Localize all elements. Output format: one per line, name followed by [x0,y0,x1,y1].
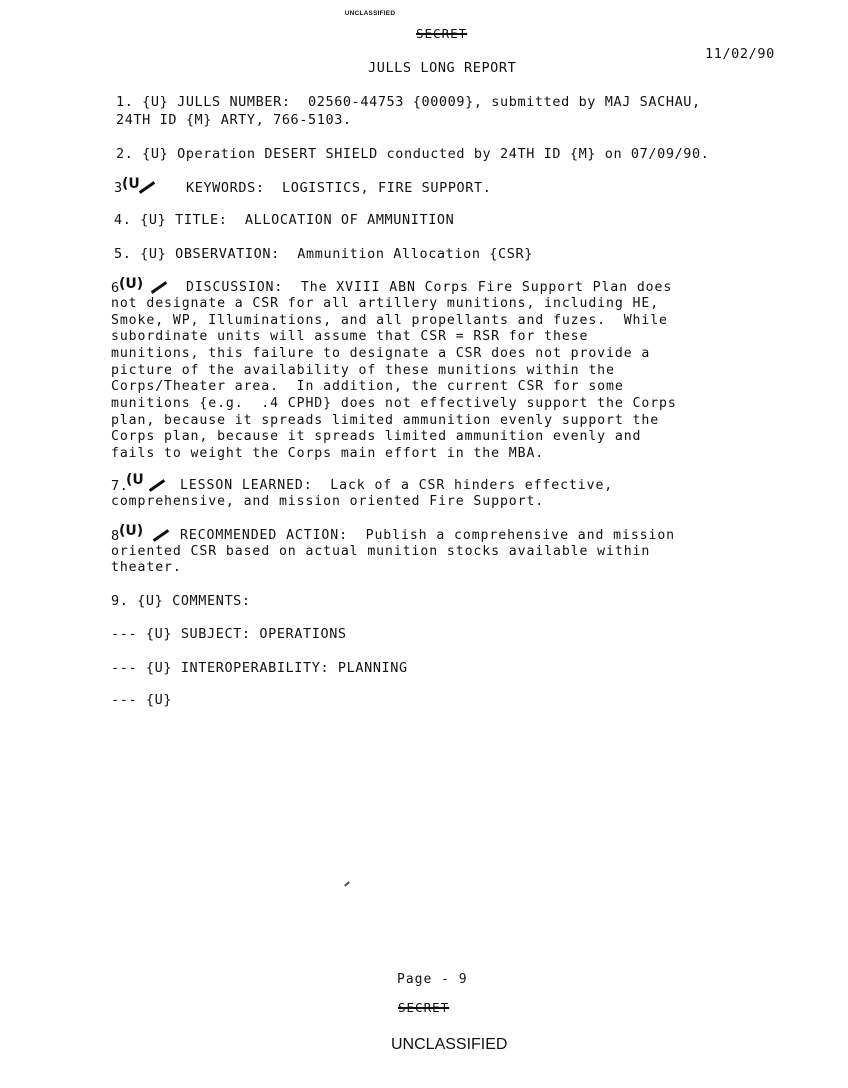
paragraph-1-line-2: 24TH ID {M} ARTY, 766-5103. [116,112,352,128]
lesson-line: comprehensive, and mission oriented Fire Support. [111,494,545,509]
strike-mark [153,529,169,542]
paragraph-8-handwritten-mark: (U) [119,523,144,539]
comment-empty: --- {U} [111,692,173,708]
discussion-line: not designate a CSR for all artillery munitions, including HE, [111,296,660,311]
discussion-line: Smoke, WP, Illuminations, and all propellants and fuzes. While [111,313,668,328]
paragraph-6-handwritten-mark: (U) [119,276,144,292]
strike-mark [151,281,167,294]
recommended-action-line: oriented CSR based on actual munition stocks available within [111,544,651,559]
secret-mark-top: SECRET [416,26,468,41]
classification-bottom: UNCLASSIFIED [391,1036,508,1053]
classification-top: UNCLASSIFIED [344,10,396,17]
paragraph-7-number: 7. [111,478,129,494]
discussion-line: munitions {e.g. .4 CPHD} does not effectively support the Corps [111,396,677,411]
comment-subject: --- {U} SUBJECT: OPERATIONS [111,626,347,642]
comment-interoperability: --- {U} INTEROPERABILITY: PLANNING [111,660,408,676]
discussion-line: Corps/Theater area. In addition, the current CSR for some [111,379,624,394]
paragraph-3-handwritten-mark: (U [122,176,140,192]
paragraph-3-text: KEYWORDS: LOGISTICS, FIRE SUPPORT. [186,180,492,196]
page-number: Page - 9 [397,972,468,987]
strike-mark [139,181,155,194]
paragraph-6-number: 6 [111,280,120,296]
stray-scan-mark [344,881,350,886]
paragraph-1-line-1: 1. {U} JULLS NUMBER: 02560-44753 {00009}, submitted by MAJ SACHAU, [116,94,701,110]
discussion-line: fails to weight the Corps main effort in the MBA. [111,446,545,461]
strike-mark [149,479,165,492]
paragraph-3-number: 3 [114,180,123,196]
discussion-line: DISCUSSION: The XVIII ABN Corps Fire Support Plan does [186,280,673,295]
page-title: JULLS LONG REPORT [368,60,517,76]
paragraph-8-number: 8 [111,528,120,544]
discussion-line: plan, because it spreads limited ammunition evenly support the [111,413,660,428]
recommended-action-line: theater. [111,560,182,575]
lesson-line: LESSON LEARNED: Lack of a CSR hinders effective, [180,478,614,493]
paragraph-5: 5. {U} OBSERVATION: Ammunition Allocation {CSR} [114,246,533,262]
discussion-line: Corps plan, because it spreads limited ammunition evenly and [111,429,642,444]
paragraph-4: 4. {U} TITLE: ALLOCATION OF AMMUNITION [114,212,455,228]
paragraph-2: 2. {U} Operation DESERT SHIELD conducted by 24TH ID {M} on 07/09/90. [116,146,710,162]
discussion-line: subordinate units will assume that CSR = RSR for these [111,329,589,344]
report-date: 11/02/90 [705,46,775,62]
discussion-line: munitions, this failure to designate a CSR does not provide a [111,346,651,361]
paragraph-7-handwritten-mark: (U [126,472,144,488]
discussion-line: picture of the availability of these munitions within the [111,363,615,378]
paragraph-9: 9. {U} COMMENTS: [111,593,251,609]
secret-mark-bottom: SECRET [398,1000,450,1015]
recommended-action-line: RECOMMENDED ACTION: Publish a comprehensive and mission [180,528,676,543]
